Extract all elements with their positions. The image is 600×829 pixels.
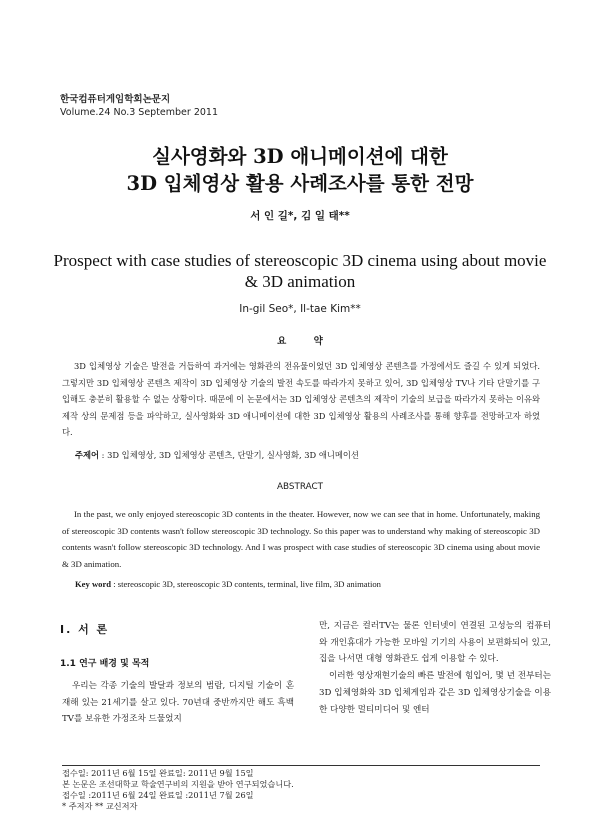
journal-header [60,93,218,119]
subsection-1-1-title: 1.1 연구 배경 및 목적 [60,659,150,669]
korean-abstract-body: 3D 입체영상 기술은 발전을 거듭하여 과거에는 영화관의 전유물이었던 3D 입체영상 콘텐츠를 가정에서도 즐길 수 있게 되었다. 그렇지만 3D 입체영상 콘텐츠 제작이 3D 입체영상 기술의 발전 속도를 따라가지 못하고 있어, 3D 입체영상 TV나 기타 단말기를 구입해도 충분히 활용할 수 없는 상황이다. 때문에 이 논문에서는 3D 입체영상 콘텐츠의 제작이 기술의 보급을 따라가지 못하는 이유와 제작 상의 문제점 등을 파악하고, 실사영화와 3D 애니메이션에 대한 3D 입체영상 활용의 사례조사를 통해 향후를 전망하고자 하였다. [62,361,540,438]
english-title: Prospect with case studies of stereoscopic 3D cinema using about movie & 3D animation [53,251,547,291]
korean-title-line-2: 3D 입체영상 활용 사례조사를 통한 전망 [126,172,474,195]
english-keyword-label: Key word [75,579,112,589]
korean-keywords [75,449,359,461]
journal-issue: Volume.24 No.3 September 2011 [60,107,219,118]
english-abstract-heading: ABSTRACT [277,482,323,492]
korean-keyword-list: : 3D 입체영상, 3D 입체영상 콘텐츠, 단말기, 실사영화, 3D 애니메이션 [99,450,359,460]
footnote-line: 접수일: 2011년 6월 15일 완료일: 2011년 9월 15일 [62,768,254,778]
section-1-title: Ⅰ. 서 론 [60,623,110,636]
right-column-text [319,618,551,718]
korean-title [0,143,600,197]
left-column-text [62,678,294,728]
journal-name: 한국컴퓨터게임학회논문지 [60,94,171,105]
korean-keyword-label: 주제어 [75,450,100,460]
footnote-line: * 주저자 ** 교신저자 [62,801,138,811]
body-paragraph: 만, 지금은 컬러TV는 물론 인터넷이 연결된 고성능의 컴퓨터와 개인휴대가 가능한 모바일 기기의 사용이 보편화되어 있고, 집을 나서면 대형 영화관도 쉽게 이용할 수 있다. [319,621,551,665]
body-paragraph: 이러한 영상재현기술의 빠른 발전에 힘입어, 몇 년 전부터는 3D 입체영화와 3D 입체게임과 같은 3D 입체영상기술을 이용한 다양한 멀티미디어 및 엔터 [319,671,551,715]
english-keywords [75,579,381,589]
english-keyword-list: : stereoscopic 3D, stereoscopic 3D contents, terminal, live film, 3D animation [111,579,381,589]
korean-authors: 서 인 길*, 김 일 태** [250,210,350,222]
footnote-line: 접수일 :2011년 6월 24일 완료일 :2011년 7월 26일 [62,790,254,800]
footnote-divider [62,765,540,766]
korean-abstract-heading: 요 약 [277,336,335,347]
english-abstract-body: In the past, we only enjoyed stereoscopic 3D contents in the theater. However, now we can see that in home. Unfortunately, making of stereoscopic 3D contents wasn't follow stereoscopic 3D technology. So this paper was to understand why making of stereoscopic 3D contents wasn't follow stereoscopic 3D technology. And I was prospect with case studies of stereoscopic 3D cinema using about movie & 3D animation. [62,509,540,569]
footnotes [62,768,294,812]
korean-title-line-1: 실사영화와 3D 애니메이션에 대한 [152,145,448,168]
footnote-line: 본 논문은 조선대학교 학술연구비의 지원을 받아 연구되었습니다. [62,779,294,789]
english-authors: In-gil Seo*, Il-tae Kim** [239,303,361,315]
body-paragraph: 우리는 각종 기술의 발달과 정보의 범람, 디지털 기술이 혼재해 있는 21세기를 살고 있다. 70년대 중반까지만 해도 흑백TV를 보유한 가정조차 드물었지 [62,681,294,725]
